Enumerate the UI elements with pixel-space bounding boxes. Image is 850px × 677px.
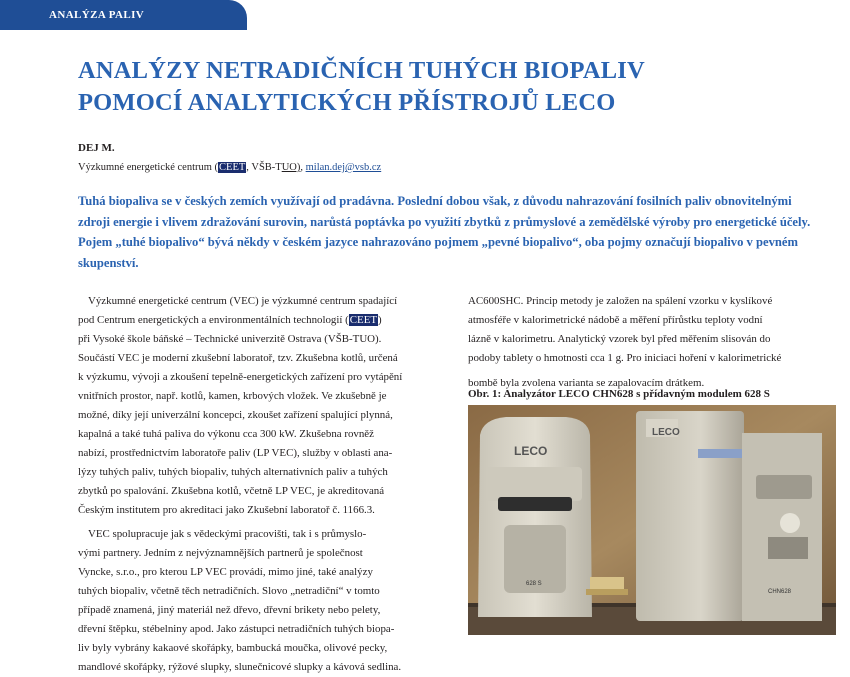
body-line: kapalná a také tuhá paliva do výkonu cca 300 kW. Zkušebna rovněž bbox=[78, 428, 374, 440]
body-line bbox=[78, 311, 408, 330]
right-column bbox=[468, 292, 798, 393]
body-line: při Vysoké škole báňské – Technické univerzitě Ostrava (VŠB-TUO). bbox=[78, 333, 382, 345]
body-line: AC600SHC. Princip metody je založen na spálení vzorku v kyslíkové bbox=[468, 295, 773, 307]
sample-tray-base bbox=[586, 589, 628, 595]
body-line: Výzkumné energetické centrum (VEC) je výzkumné centrum spadající bbox=[88, 295, 398, 307]
affiliation-underlined: UO) bbox=[281, 162, 301, 173]
section-label: ANALÝZA PALIV bbox=[49, 9, 145, 21]
label-left: 628 S bbox=[526, 581, 542, 587]
body-text: ) bbox=[378, 314, 382, 326]
email-link[interactable]: milan.dej@vsb.cz bbox=[305, 162, 382, 173]
abstract-line: zdroji energie i vlivem zdražování surovin, narůstá poptávka po využití zbytků z průmyslové a zemědělské výroby pro energetické účely. bbox=[78, 214, 811, 229]
body-line: lýzy tuhých paliv, tuhých biopaliv, tuhých alternativních paliv a tuhých bbox=[78, 466, 388, 478]
ceet-highlight: CEET bbox=[349, 314, 378, 326]
body-line: Vyncke, s.r.o., pro kterou LP VEC provádí, mimo jiné, také analýzy bbox=[78, 566, 373, 578]
section-tab bbox=[0, 0, 247, 30]
body-line: možné, díky její univerzální koncepci, zkoušet zařízení spalující plynná, bbox=[78, 409, 393, 421]
body-line: dřevní štěpku, stébelniny apod. Jako zástupci netradičních tuhých biopa- bbox=[78, 623, 395, 635]
label-right: CHN628 bbox=[768, 589, 792, 595]
body-line: vými partnery. Jedním z nejvýznamnějších partnerů je společnost bbox=[78, 547, 363, 559]
body-line: tuhých biopaliv, včetně těch netradičních. Slovo „netradiční“ v tomto bbox=[78, 585, 380, 597]
article-title bbox=[78, 55, 798, 119]
abstract-line: Tuhá biopaliva se v českých zemích využívají od pradávna. Poslední dobou však, z důvodu nahrazování fosilních paliv obnovitelnými bbox=[78, 194, 792, 208]
affiliation bbox=[78, 162, 381, 173]
title-line-2: POMOCÍ ANALYTICKÝCH PŘÍSTROJŮ LECO bbox=[78, 89, 616, 116]
body-line: VEC spolupracuje jak s vědeckými pracovišti, tak i s průmyslo- bbox=[88, 528, 367, 540]
body-line: atmosféře v kalorimetrické nádobě a měření přírůstku teploty vodní bbox=[468, 314, 763, 326]
analyzer-photo bbox=[468, 405, 836, 635]
body-line: vnitřních prostor, např. kotlů, kamen, krbových vložek. Ve zkušebně je bbox=[78, 390, 387, 402]
body-text: pod Centrum energetických a environmentálních technologií ( bbox=[78, 314, 349, 326]
body-line: k výzkumu, vývoji a zkoušení tepelně-energetických zařízení pro vytápění bbox=[78, 371, 403, 383]
affiliation-separator: , bbox=[300, 162, 306, 173]
figure-caption: Obr. 1: Analyzátor LECO CHN628 s přídavným modulem 628 S bbox=[468, 388, 770, 400]
body-line: mandlové skořápky, rýžové slupky, slunečnicové slupky a kávová sedlina. bbox=[78, 661, 402, 673]
ceet-highlight: CEET bbox=[219, 162, 246, 173]
title-line-1: ANALÝZY NETRADIČNÍCH TUHÝCH BIOPALIV bbox=[78, 57, 645, 84]
left-column bbox=[78, 292, 408, 677]
abstract-line: Pojem „tuhé biopalivo“ bývá někdy v českém jazyce nahrazováno pojmem „pevné biopalivo“, oba pojmy označují biopalivo v pevném bbox=[78, 235, 798, 249]
affiliation-text-2: , VŠB-T bbox=[246, 162, 282, 173]
body-line: případě znamená, jiný materiál než dřevo, dřevní brikety nebo pelety, bbox=[78, 604, 381, 616]
abstract-line: skupenství. bbox=[78, 255, 139, 270]
body-line: liv byly vybrány kakaové skořápky, bambucká moučka, olivové pecky, bbox=[78, 642, 388, 654]
body-line: Součástí VEC je moderní zkušební laboratoř, tzv. Zkušebna kotlů, určená bbox=[78, 352, 398, 364]
body-line: Českým institutem pro akreditaci jako Zkušební laboratoř č. 1166.3. bbox=[78, 504, 375, 516]
body-line: bombě byla zvolena varianta se zapalovacím drátkem. bbox=[468, 377, 705, 389]
brand-left: LECO bbox=[514, 444, 548, 458]
affiliation-text: Výzkumné energetické centrum ( bbox=[78, 162, 219, 173]
body-line: lázně v kalorimetru. Analytický vzorek byl před měřením slisován do bbox=[468, 333, 771, 345]
body-line: podoby tablety o hmotnosti cca 1 g. Pro iniciaci hoření v kalorimetrické bbox=[468, 352, 782, 364]
sample-tray bbox=[590, 577, 624, 591]
brand-right: LECO bbox=[652, 427, 680, 438]
abstract bbox=[78, 191, 830, 273]
body-line: nabízí, prostřednictvím laboratoře paliv (LP VEC), služby v oblasti ana- bbox=[78, 447, 393, 459]
module-chn628 bbox=[636, 411, 822, 621]
author-name: DEJ M. bbox=[78, 142, 115, 154]
body-line: zbytků po spalování. Zkušebna kotlů, včetně LP VEC, je akreditovaná bbox=[78, 485, 385, 497]
